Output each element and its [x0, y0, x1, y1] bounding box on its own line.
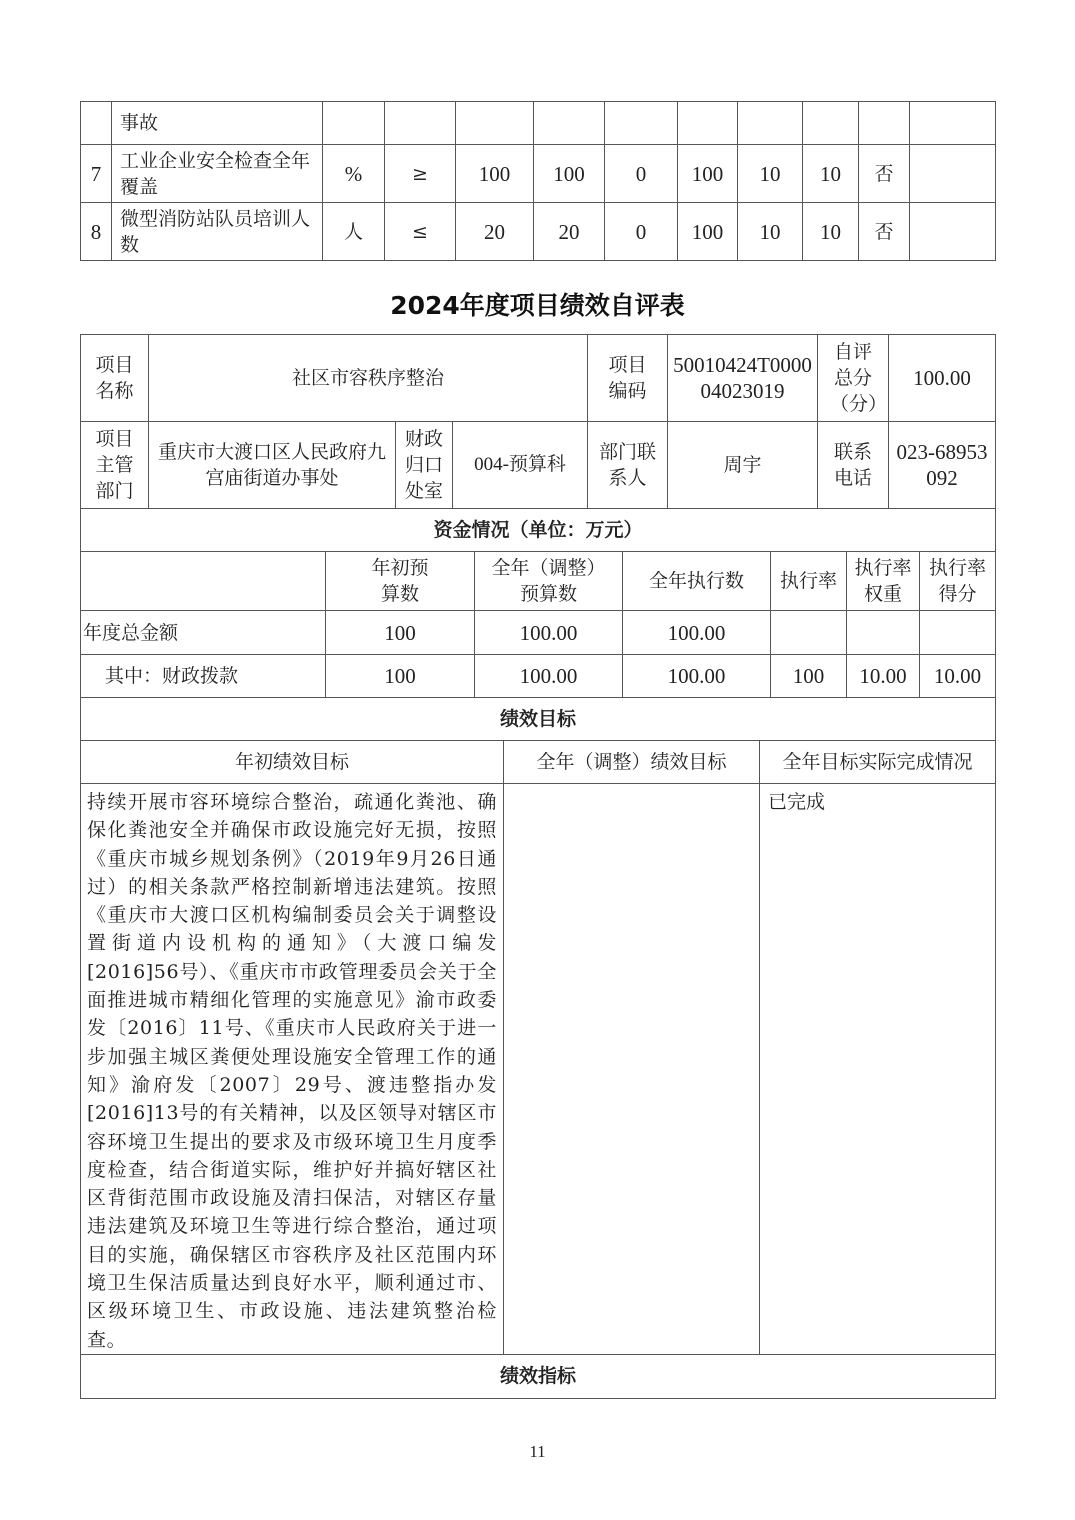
goals-table — [80, 740, 996, 1399]
finance-label: 财政归口处室 — [396, 422, 453, 509]
cell: 20 — [456, 203, 534, 261]
indicator-name: 工业企业安全检查全年覆盖 — [112, 145, 323, 203]
table-row — [81, 552, 996, 611]
cell: 100 — [678, 145, 738, 203]
cell: 10 — [803, 203, 859, 261]
cell — [771, 611, 847, 655]
unit — [323, 102, 385, 145]
self-score: 100.00 — [889, 335, 996, 422]
cell: 100 — [534, 145, 605, 203]
cell — [910, 102, 996, 145]
cell — [910, 203, 996, 261]
cell: 10 — [738, 145, 803, 203]
cell: 10 — [738, 203, 803, 261]
row-label: 年度总金额 — [81, 611, 326, 655]
row-number: 8 — [81, 203, 112, 261]
unit: % — [323, 145, 385, 203]
cell: 100 — [771, 655, 847, 698]
phone-number: 023-68953092 — [889, 422, 996, 509]
cell: 20 — [534, 203, 605, 261]
cell: 0 — [605, 145, 678, 203]
cell: 0 — [605, 203, 678, 261]
cell: 100 — [456, 145, 534, 203]
cell: 100.00 — [623, 611, 771, 655]
cell — [910, 145, 996, 203]
page-title: 2024年度项目绩效自评表 — [390, 291, 685, 320]
indicator-table — [80, 101, 996, 261]
cell — [678, 102, 738, 145]
table-row — [81, 145, 996, 203]
adjusted-goal-text — [504, 784, 760, 1355]
table-row — [81, 741, 996, 784]
dept-name: 重庆市大渡口区人民政府九宫庙街道办事处 — [149, 422, 396, 509]
header-cell: 全年（调整）预算数 — [475, 552, 623, 611]
header-cell — [81, 552, 326, 611]
indicator-name: 事故 — [112, 102, 323, 145]
cell: 100.00 — [475, 655, 623, 698]
cell — [534, 102, 605, 145]
cell: 100 — [326, 611, 475, 655]
table-row — [81, 422, 996, 509]
header-cell: 执行率权重 — [847, 552, 920, 611]
project-code-label: 项目编码 — [588, 335, 668, 422]
table-row — [81, 102, 996, 145]
table-row — [81, 655, 996, 698]
project-name-label: 项目名称 — [81, 335, 149, 422]
header-cell: 执行率 — [771, 552, 847, 611]
table-row — [81, 1354, 996, 1398]
contact-label: 部门联系人 — [588, 422, 668, 509]
row-number: 7 — [81, 145, 112, 203]
table-row — [81, 611, 996, 655]
table-row — [81, 203, 996, 261]
row-number — [81, 102, 112, 145]
table-row — [81, 784, 996, 1355]
cell: 10.00 — [920, 655, 996, 698]
cell: 否 — [859, 145, 910, 203]
table-row — [81, 335, 996, 422]
contact-person: 周宇 — [668, 422, 818, 509]
cell: 100 — [678, 203, 738, 261]
cell: 否 — [859, 203, 910, 261]
cell — [456, 102, 534, 145]
cell — [859, 102, 910, 145]
operator — [385, 102, 456, 145]
operator: ≥ — [385, 145, 456, 203]
dept-label: 项目主管部门 — [81, 422, 149, 509]
indicators-section-title: 绩效指标 — [81, 1354, 996, 1398]
initial-goal-text: 持续开展市容环境综合整治，疏通化粪池、确保化粪池安全并确保市政设施完好无损，按照《重庆市城乡规划条例》（2019年9月26日通过）的相关条款严格控制新增违法建筑。按照《重庆市大渡口区机构编制委员会关于调整设置街道内设机构的通知》（大渡口编发[2016]56号）、《重庆市市政管理委员会关于全面推进城市精细化管理的实施意见》渝市政委发〔2016〕11号、《重庆市人民政府关于进一步加强主城区粪便处理设施安全管理工作的通知》渝府发〔2007〕29号、渡违整指办发[2016]13号的有关精神，以及区领导对辖区市容环境卫生提出的要求及市级环境卫生月度季度检查，结合街道实际，维护好并搞好辖区社区背街范围市政设施及清扫保洁，对辖区存量违法建筑及环境卫生等进行综合整治，通过项目的实施，确保辖区市容秩序及社区范围内环境卫生保洁质量达到良好水平，顺利通过市、区级环境卫生、市政设施、违法建筑整治检查。 — [81, 784, 504, 1355]
header-cell: 全年目标实际完成情况 — [760, 741, 996, 784]
table-row — [81, 509, 996, 552]
header-cell: 执行率得分 — [920, 552, 996, 611]
score-label: 自评总分（分） — [818, 335, 889, 422]
cell: 100.00 — [475, 611, 623, 655]
unit: 人 — [323, 203, 385, 261]
cell: 10.00 — [847, 655, 920, 698]
header-cell: 全年（调整）绩效目标 — [504, 741, 760, 784]
row-label: 其中：财政拨款 — [81, 655, 326, 698]
funding-table — [80, 508, 996, 741]
goals-section-title: 绩效目标 — [81, 698, 996, 741]
cell — [605, 102, 678, 145]
cell — [920, 611, 996, 655]
phone-label: 联系电话 — [818, 422, 889, 509]
indicator-name: 微型消防站队员培训人数 — [112, 203, 323, 261]
project-name: 社区市容秩序整治 — [149, 335, 588, 422]
funding-section-title: 资金情况（单位：万元） — [81, 509, 996, 552]
header-cell: 年初预算数 — [326, 552, 475, 611]
cell — [738, 102, 803, 145]
project-code: 50010424T000004023019 — [668, 335, 818, 422]
table-row — [81, 698, 996, 741]
header-cell: 全年执行数 — [623, 552, 771, 611]
cell — [847, 611, 920, 655]
actual-completion-text: 已完成 — [760, 784, 996, 1355]
page-number: 11 — [529, 1442, 546, 1461]
header-cell: 年初绩效目标 — [81, 741, 504, 784]
cell — [803, 102, 859, 145]
operator: ≤ — [385, 203, 456, 261]
cell: 100 — [326, 655, 475, 698]
cell: 100.00 — [623, 655, 771, 698]
finance-office: 004-预算科 — [453, 422, 588, 509]
cell: 10 — [803, 145, 859, 203]
project-info-table — [80, 334, 996, 509]
